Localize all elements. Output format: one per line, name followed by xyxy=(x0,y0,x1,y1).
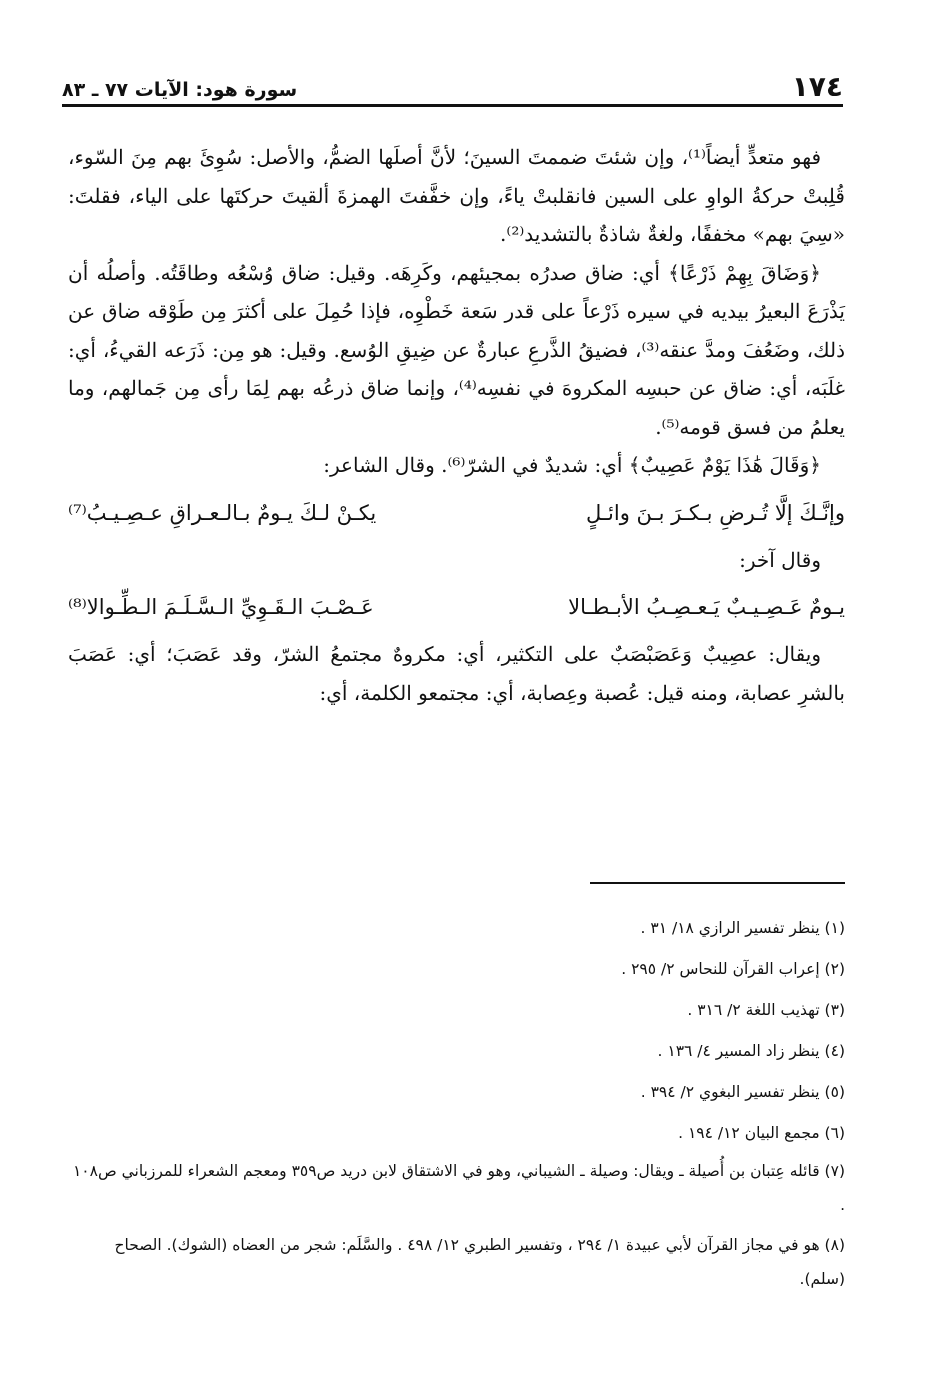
footnotes xyxy=(70,908,845,1302)
footnote-5: (٥) ينظر تفسير البغوي ٢/ ٣٩٤ . xyxy=(640,1083,845,1101)
footnote-1: (١) ينظر تفسير الرازي ١٨/ ٣١ . xyxy=(640,919,845,937)
footnote-3: (٣) تهذيب اللغة ٢/ ٣١٦ . xyxy=(687,1001,845,1019)
verse-2-first-hemistich: يـومٌ عَـصِـيـبٌ يَـعـصِـبُ الأبـطـالا xyxy=(568,595,845,619)
paragraph-1: فهو متعدٍّ أيضاً⁽¹⁾، وإن شئتَ ضممتَ السينَ؛ لأنَّ أصلَها الضمُّ، والأصل: سُوِئَ بهم مِنَ السّوء، قُلِبتْ حركةُ الواوِ على السين فانقلبتْ ياءً، وإن خفَّفتَ الهمزةَ ألقيتَ حركتَها على الياء، فقلتَ: «سِيَ بهم» مخففًا، ولغةٌ شاذةٌ بالتشديد⁽²⁾. xyxy=(68,145,845,246)
another-poet-label: وقال آخر: xyxy=(739,547,821,572)
verse-1-first-hemistich: وإنَّـكَ إلَّا تُـرضِ بـكـرَ بـنَ وائـلٍ xyxy=(585,500,845,525)
footnote-4: (٤) ينظر زاد المسير ٤/ ١٣٦ . xyxy=(657,1042,845,1060)
footnote-7: (٧) قائله عِتبان بن أُصيلة ـ ويقال: وصيلة ـ الشيباني، وهو في الاشتقاق لابن دريد ص٣٥٩ ومعجم الشعراء للمرزباني ص١٠٨ . xyxy=(72,1162,845,1214)
poetry-verse-2 xyxy=(68,579,845,635)
main-text xyxy=(68,138,845,712)
header-rule xyxy=(62,104,843,107)
paragraph-3: ﴿وَقَالَ هَٰذَا يَوْمٌ عَصِيبٌ﴾ أي: شديدٌ في الشرّ⁽⁶⁾. وقال الشاعر: xyxy=(323,453,821,477)
footnote-8: (٨) هو في مجاز القرآن لأبي عبيدة ١/ ٢٩٤ ، وتفسير الطبري ١٢/ ٤٩٨ . والسَّلَم: شجر من العضاه (الشوك). الصحاح (سلم). xyxy=(114,1236,845,1288)
poetry-verse-1 xyxy=(68,485,845,541)
verse-2-second-hemistich: عَـصْـبَ الـقَـوِيِّ الـسَّـلَـمَ الـطِّـوالا⁽⁸⁾ xyxy=(68,595,374,619)
page-number: ١٧٤ xyxy=(791,70,843,103)
verse-1-second-hemistich: يكـنْ لـكَ يـومٌ بـالـعـراقِ عـصِـيـبُ⁽⁷⁾ xyxy=(68,500,377,525)
page-header xyxy=(62,62,843,102)
paragraph-2: ﴿وَضَاقَ بِهِمْ ذَرْعًا﴾ أي: ضاق صدرُه بمجيئهم، وكَرِهَه. وقيل: ضاق وُسْعُه وطاقَتُه. وأصلُه أن يَذْرَعَ البعيرُ بيديه في سيره ذَرْعاً على قدر سَعة خَطْوِه، فإذا حُمِلَ على أكثرَ مِن طَوْقه ضاق عن ذلك، وضَعُفَ ومدَّ عنقه⁽³⁾، فضيقُ الذَّرعِ عبارةٌ عن ضِيقِ الوُسع. وقيل: هو مِن: ذَرَعه القيءُ، أي: غلَبَه، أي: ضاق عن حبسِه المكروهَ في نفسِه⁽⁴⁾، وإنما ضاق ذرعُه بهم لِمَا رأى مِن جَمالهم، وما يعلمُ من فسق قومه⁽⁵⁾. xyxy=(68,260,845,439)
running-title: سورة هود: الآيات ٧٧ ـ ٨٣ xyxy=(62,79,298,101)
final-paragraph: ويقال: عصِيبٌ وَعَصَبْصَبٌ على التكثير، أي: مكروهٌ مجتمعُ الشرّ، وقد عَصَبَ؛ أي: عَصَبَ بالشرِ عصابة، ومنه قيل: عُصبة وعِصابة، أي: مجتمعو الكلمة، أي: xyxy=(68,642,845,705)
footnote-6: (٦) مجمع البيان ١٢/ ١٩٤ . xyxy=(678,1124,845,1142)
footnote-2: (٢) إعراب القرآن للنحاس ٢/ ٢٩٥ . xyxy=(621,960,845,978)
footnote-separator xyxy=(590,882,845,884)
